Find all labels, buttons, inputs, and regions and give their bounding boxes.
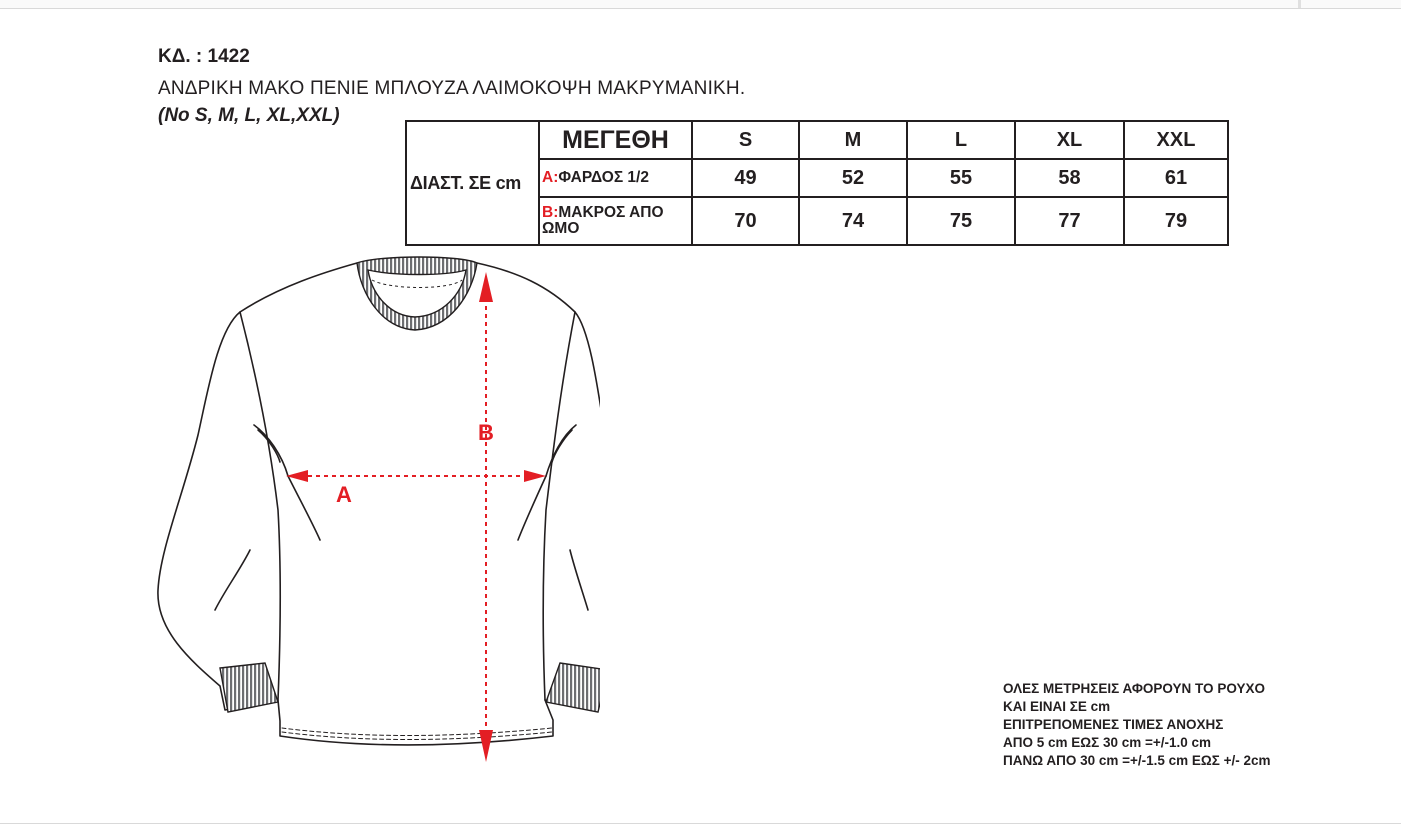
- size-header: ΜΕΓΕΘΗ: [539, 121, 692, 159]
- size-header-row: [406, 121, 1228, 159]
- note-line-1: ΟΛΕΣ ΜΕΤΡΗΣΕΙΣ ΑΦΟΡΟΥΝ ΤΟ ΡΟΥΧΟ: [1003, 681, 1265, 696]
- measure-a-right-arrow: [524, 470, 546, 482]
- right-sleeve-crease: [570, 550, 588, 610]
- width-l: 55: [907, 159, 1015, 197]
- length-s: 70: [692, 197, 799, 245]
- dimension-label: ΔΙΑΣΤ. ΣΕ cm: [406, 121, 539, 245]
- width-xl: 58: [1015, 159, 1124, 197]
- left-side-seam: [240, 312, 280, 700]
- length-l: 75: [907, 197, 1015, 245]
- note-line-2: ΚΑΙ ΕΙΝΑΙ ΣΕ cm: [1003, 699, 1111, 714]
- tshirt-diagram: [150, 250, 600, 780]
- size-xxl: XXL: [1124, 121, 1228, 159]
- length-m: 74: [799, 197, 907, 245]
- note-line-5: ΠΑΝΩ ΑΠΟ 30 cm =+/-1.5 cm ΕΩΣ +/- 2cm: [1003, 753, 1271, 768]
- left-sleeve-crease: [215, 550, 250, 610]
- row-code-b: B:: [542, 203, 559, 221]
- width-s: 49: [692, 159, 799, 197]
- left-fold-upper: [254, 425, 288, 476]
- browser-top-edge: [0, 0, 1401, 9]
- hem-stitch-1: [282, 728, 552, 736]
- measure-a: [286, 470, 546, 482]
- note-line-3: ΕΠΙΤΡΕΠΟΜΕΝΕΣ ΤΙΜΕΣ ΑΝΟΧΗΣ: [1003, 717, 1224, 732]
- size-m: M: [799, 121, 907, 159]
- width-xxl: 61: [1124, 159, 1228, 197]
- right-fold-lower: [518, 476, 546, 540]
- note-line-4: ΑΠΟ 5 cm ΕΩΣ 30 cm =+/-1.0 cm: [1003, 735, 1212, 750]
- collar-rib: [357, 257, 477, 330]
- bottom-divider: [0, 823, 1401, 824]
- left-fold-lower: [288, 476, 320, 540]
- right-cuff: [546, 663, 600, 712]
- measure-b-top-arrow: [479, 272, 493, 302]
- row-name-width: ΦΑΡΔΟΣ 1/2: [558, 168, 649, 186]
- label-b: B: [478, 420, 494, 445]
- size-xl: XL: [1015, 121, 1124, 159]
- label-a: A: [336, 482, 352, 507]
- size-s: S: [692, 121, 799, 159]
- right-side-seam: [543, 312, 575, 700]
- tolerance-notes: [1003, 680, 1270, 770]
- measure-b-bottom-arrow: [479, 730, 493, 762]
- size-l: L: [907, 121, 1015, 159]
- size-chart-table: [405, 120, 1229, 246]
- row-label-width: [539, 159, 692, 197]
- available-sizes: (No S, M, L, XL,XXL): [158, 105, 340, 126]
- width-m: 52: [799, 159, 907, 197]
- row-code-a: A:: [542, 168, 559, 186]
- scrollbar-thumb[interactable]: [1298, 0, 1301, 8]
- measure-b: [479, 272, 493, 762]
- product-name: ΑΝΔΡΙΚΗ ΜΑΚΟ ΠΕΝΙΕ ΜΠΛΟΥΖΑ ΛΑΙΜΟΚΟΨΗ ΜΑΚΡΥΜΑΝΙΚΗ.: [158, 78, 746, 99]
- row-name-length: ΜΑΚΡΟΣ ΑΠΟ ΩΜΟ: [542, 203, 664, 237]
- left-cuff: [220, 663, 278, 712]
- row-label-length: [539, 197, 692, 245]
- collar-stitch: [372, 280, 462, 288]
- product-code: ΚΔ. : 1422: [158, 46, 250, 67]
- length-xxl: 79: [1124, 197, 1228, 245]
- length-xl: 77: [1015, 197, 1124, 245]
